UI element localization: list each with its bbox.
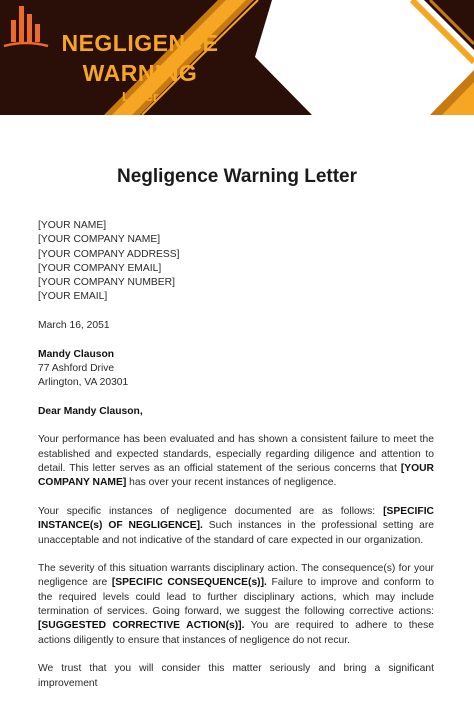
sender-name: [YOUR NAME] (38, 220, 107, 231)
sender-block (38, 219, 434, 305)
paragraph-closing: We trust that you will consider this matter seriously and bring a significant improvement (38, 663, 434, 689)
sender-company-email: [YOUR COMPANY EMAIL] (38, 262, 162, 274)
sender-company-address: [YOUR COMPANY ADDRESS] (38, 248, 180, 260)
building-bars-logo-icon (0, 0, 52, 52)
sender-company-number: [YOUR COMPANY NUMBER] (38, 277, 175, 289)
greeting: Dear Mandy Clauson, (38, 405, 143, 417)
page-title: Negligence Warning Letter (117, 166, 357, 187)
paragraph-performance (38, 433, 434, 490)
paragraph-text: Such instances in the professional setting are unacceptable and not indicative of the standard of care expected in our organization. (38, 520, 435, 546)
paragraph-text: Your specific instances of negligence documented are as follows: (38, 505, 384, 517)
sender-company-name: [YOUR COMPANY NAME] (38, 234, 161, 246)
placeholder-company-name: [YOUR COMPANY NAME] (38, 463, 434, 489)
banner-title-line2: WARNING (82, 60, 198, 86)
letter-body (38, 219, 434, 705)
placeholder-specific-instance: [SPECIFIC INSTANCE(s) OF NEGLIGENCE]. (38, 505, 434, 532)
banner-title-line1: NEGLIGENCE (61, 30, 219, 56)
recipient-block (38, 348, 434, 391)
recipient-name: Mandy Clauson (38, 348, 115, 360)
banner-title (52, 28, 228, 105)
paragraph-text: You are required to adhere to these actions diligently to ensure that instances of negligence do not recur. (38, 620, 434, 646)
recipient-street: 77 Ashford Drive (38, 362, 115, 374)
placeholder-corrective-action: [SUGGESTED CORRECTIVE ACTION(s)]. (38, 620, 245, 632)
letter-date: March 16, 2051 (38, 320, 110, 332)
paragraph-instances (38, 505, 434, 548)
paragraph-text: Your performance has been evaluated and has shown a consistent failure to meet the established and expected standards, especially regarding diligence and attention to detail. This letter serves as an official statement of the serious concerns that (38, 434, 434, 475)
placeholder-specific-consequence: [SPECIFIC CONSEQUENCE(s)]. (111, 577, 267, 589)
paragraph-text: Failure to improve and conform to the required levels could lead to further disciplinary actions, which may include termination of services. Going forward, we suggest the following corrective actions: (38, 577, 435, 618)
paragraph-text: The severity of this situation warrants disciplinary action. The consequence(s) for your negligence are (38, 563, 434, 589)
recipient-city: Arlington, VA 20301 (38, 377, 129, 389)
header-banner (0, 0, 474, 115)
sender-email: [YOUR EMAIL] (38, 291, 108, 303)
paragraph-consequences (38, 562, 434, 648)
banner-title-line3: Letter (121, 89, 159, 104)
paragraph-text: has over your recent instances of negligence. (126, 477, 337, 489)
